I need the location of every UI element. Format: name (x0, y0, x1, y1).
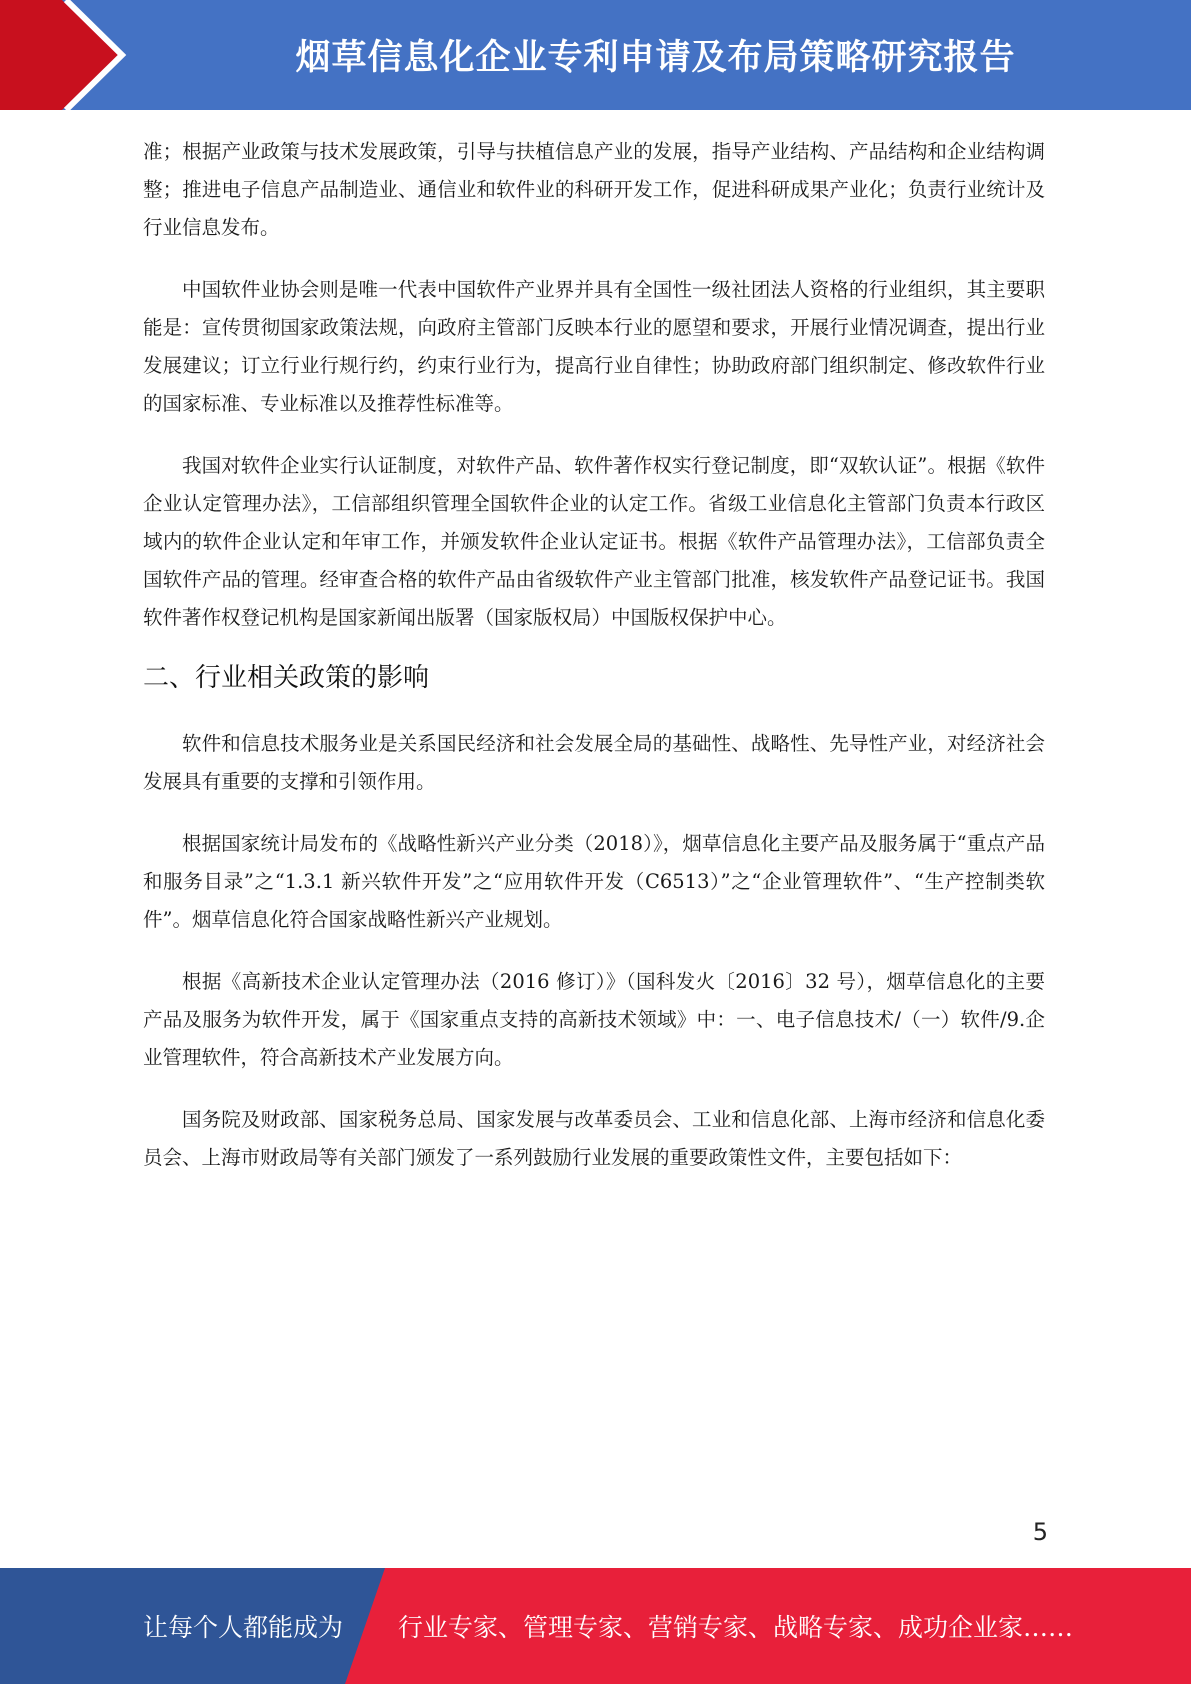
section-heading: 二、行业相关政策的影响 (143, 663, 430, 693)
paragraph-2: 中国软件业协会则是唯一代表中国软件产业界并具有全国性一级社团法人资格的行业组织，其主要职能是：宣传贯彻国家政策法规，向政府主管部门反映本行业的愿望和要求，开展行业情况调查，提出行业发展建议；订立行业行规行约，约束行业行为，提高行业自律性；协助政府部门组织制定、修改软件行业的国家标准、专业标准以及推荐性标准等。 (143, 278, 1045, 415)
paragraph-6: 根据《高新技术企业认定管理办法（2016 修订）》（国科发火〔2016〕32 号），烟草信息化的主要产品及服务为软件开发，属于《国家重点支持的高新技术领域》中：一、电子信息技术/（一）软件/9.企业管理软件，符合高新技术产业发展方向。 (143, 970, 1045, 1069)
report-title: 烟草信息化企业专利申请及布局策略研究报告 (295, 38, 1016, 78)
footer-slogan-left: 让每个人都能成为 (143, 1613, 344, 1642)
header-red-arrow-shape (0, 0, 150, 110)
paragraph-7: 国务院及财政部、国家税务总局、国家发展与改革委员会、工业和信息化部、上海市经济和信息化委员会、上海市财政局等有关部门颁发了一系列鼓励行业发展的重要政策性文件，主要包括如下： (143, 1108, 1045, 1169)
page-footer (0, 1568, 1191, 1684)
page-header (0, 0, 1191, 110)
paragraph-4: 软件和信息技术服务业是关系国民经济和社会发展全局的基础性、战略性、先导性产业，对经济社会发展具有重要的支撑和引领作用。 (143, 732, 1045, 793)
footer-slogan-right: 行业专家、管理专家、营销专家、战略专家、成功企业家…… (398, 1613, 1074, 1642)
paragraph-3: 我国对软件企业实行认证制度，对软件产品、软件著作权实行登记制度，即“双软认证”。根据《软件企业认定管理办法》，工信部组织管理全国软件企业的认定工作。省级工业信息化主管部门负责本行政区域内的软件企业认定和年审工作，并颁发软件企业认定证书。根据《软件产品管理办法》，工信部负责全国软件产品的管理。经审查合格的软件产品由省级软件产业主管部门批准，核发软件产品登记证书。我国软件著作权登记机构是国家新闻出版署（国家版权局）中国版权保护中心。 (143, 454, 1045, 629)
document-body (143, 133, 1045, 1201)
page-number: 5 (1032, 1518, 1048, 1546)
paragraph-5: 根据国家统计局发布的《战略性新兴产业分类（2018）》，烟草信息化主要产品及服务属于“重点产品和服务目录”之“1.3.1 新兴软件开发”之“应用软件开发（C6513）”之“企业管理软件”、“生产控制类软件”。烟草信息化符合国家战略性新兴产业规划。 (143, 832, 1045, 931)
paragraph-1: 准；根据产业政策与技术发展政策，引导与扶植信息产业的发展，指导产业结构、产品结构和企业结构调整；推进电子信息产品制造业、通信业和软件业的科研开发工作，促进科研成果产业化；负责行业统计及行业信息发布。 (143, 140, 1045, 239)
